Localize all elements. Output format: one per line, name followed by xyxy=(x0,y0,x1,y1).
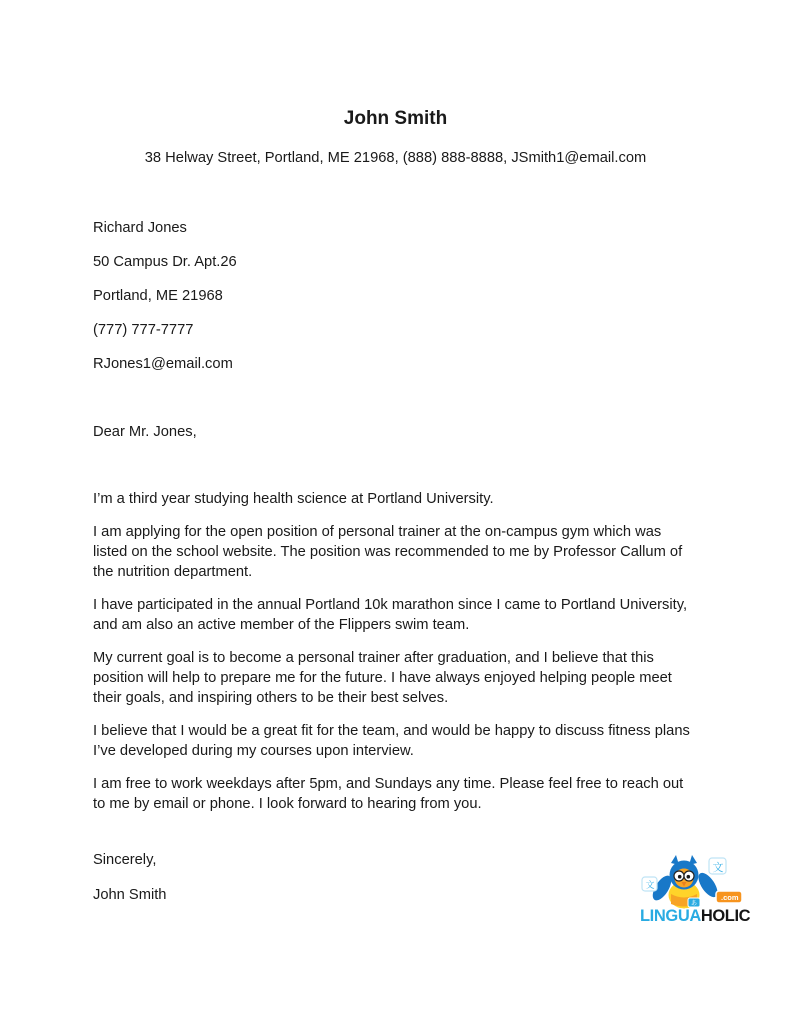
recipient-name: Richard Jones xyxy=(93,220,187,236)
signature-name: John Smith xyxy=(93,887,167,903)
wordmark: LINGUAHOLIC xyxy=(640,907,751,925)
svg-text:文: 文 xyxy=(645,881,655,891)
svg-text:文: 文 xyxy=(712,861,724,874)
recipient-city-state-zip: Portland, ME 21968 xyxy=(93,288,223,304)
recipient-email: RJones1@email.com xyxy=(93,356,233,372)
linguaholic-logo xyxy=(636,848,752,928)
speech-bubble-right-icon xyxy=(709,858,726,874)
closing: Sincerely, xyxy=(93,852,157,868)
letter-body xyxy=(93,489,698,814)
recipient-phone: (777) 777-7777 xyxy=(93,322,194,338)
body-paragraph: I am free to work weekdays after 5pm, and Sundays any time. Please feel free to reach out to me by email or phone. I look forward to hearing from you. xyxy=(93,776,684,812)
com-badge xyxy=(716,891,742,903)
speech-bubble-left-icon xyxy=(642,877,657,891)
svg-text:.com: .com xyxy=(721,893,739,902)
body-paragraph: I believe that I would be a great fit for the team, and would be happy to discuss fitness plans I’ve developed during my courses upon interview. xyxy=(93,723,690,759)
body-paragraph: I am applying for the open position of personal trainer at the on-campus gym which was listed on the school website. The position was recommended to me by Professor Callum of the nutrition department. xyxy=(93,524,683,580)
sender-name: John Smith xyxy=(343,108,448,129)
body-paragraph: I have participated in the annual Portland 10k marathon since I came to Portland University, and am also an active member of the Flippers swim team. xyxy=(93,597,688,633)
recipient-block xyxy=(93,218,698,374)
salutation: Dear Mr. Jones, xyxy=(93,424,197,440)
recipient-street: 50 Campus Dr. Apt.26 xyxy=(93,254,237,270)
body-paragraph: I’m a third year studying health science at Portland University. xyxy=(93,491,494,507)
sender-contact-line: 38 Helway Street, Portland, ME 21968, (888) 888-8888, JSmith1@email.com xyxy=(144,150,647,166)
phone-char: あ xyxy=(691,901,698,907)
body-paragraph: My current goal is to become a personal trainer after graduation, and I believe that this position will help to prepare me for the future. I have always enjoyed helping people meet their goals, and inspiring others to be their best selves. xyxy=(93,650,672,706)
